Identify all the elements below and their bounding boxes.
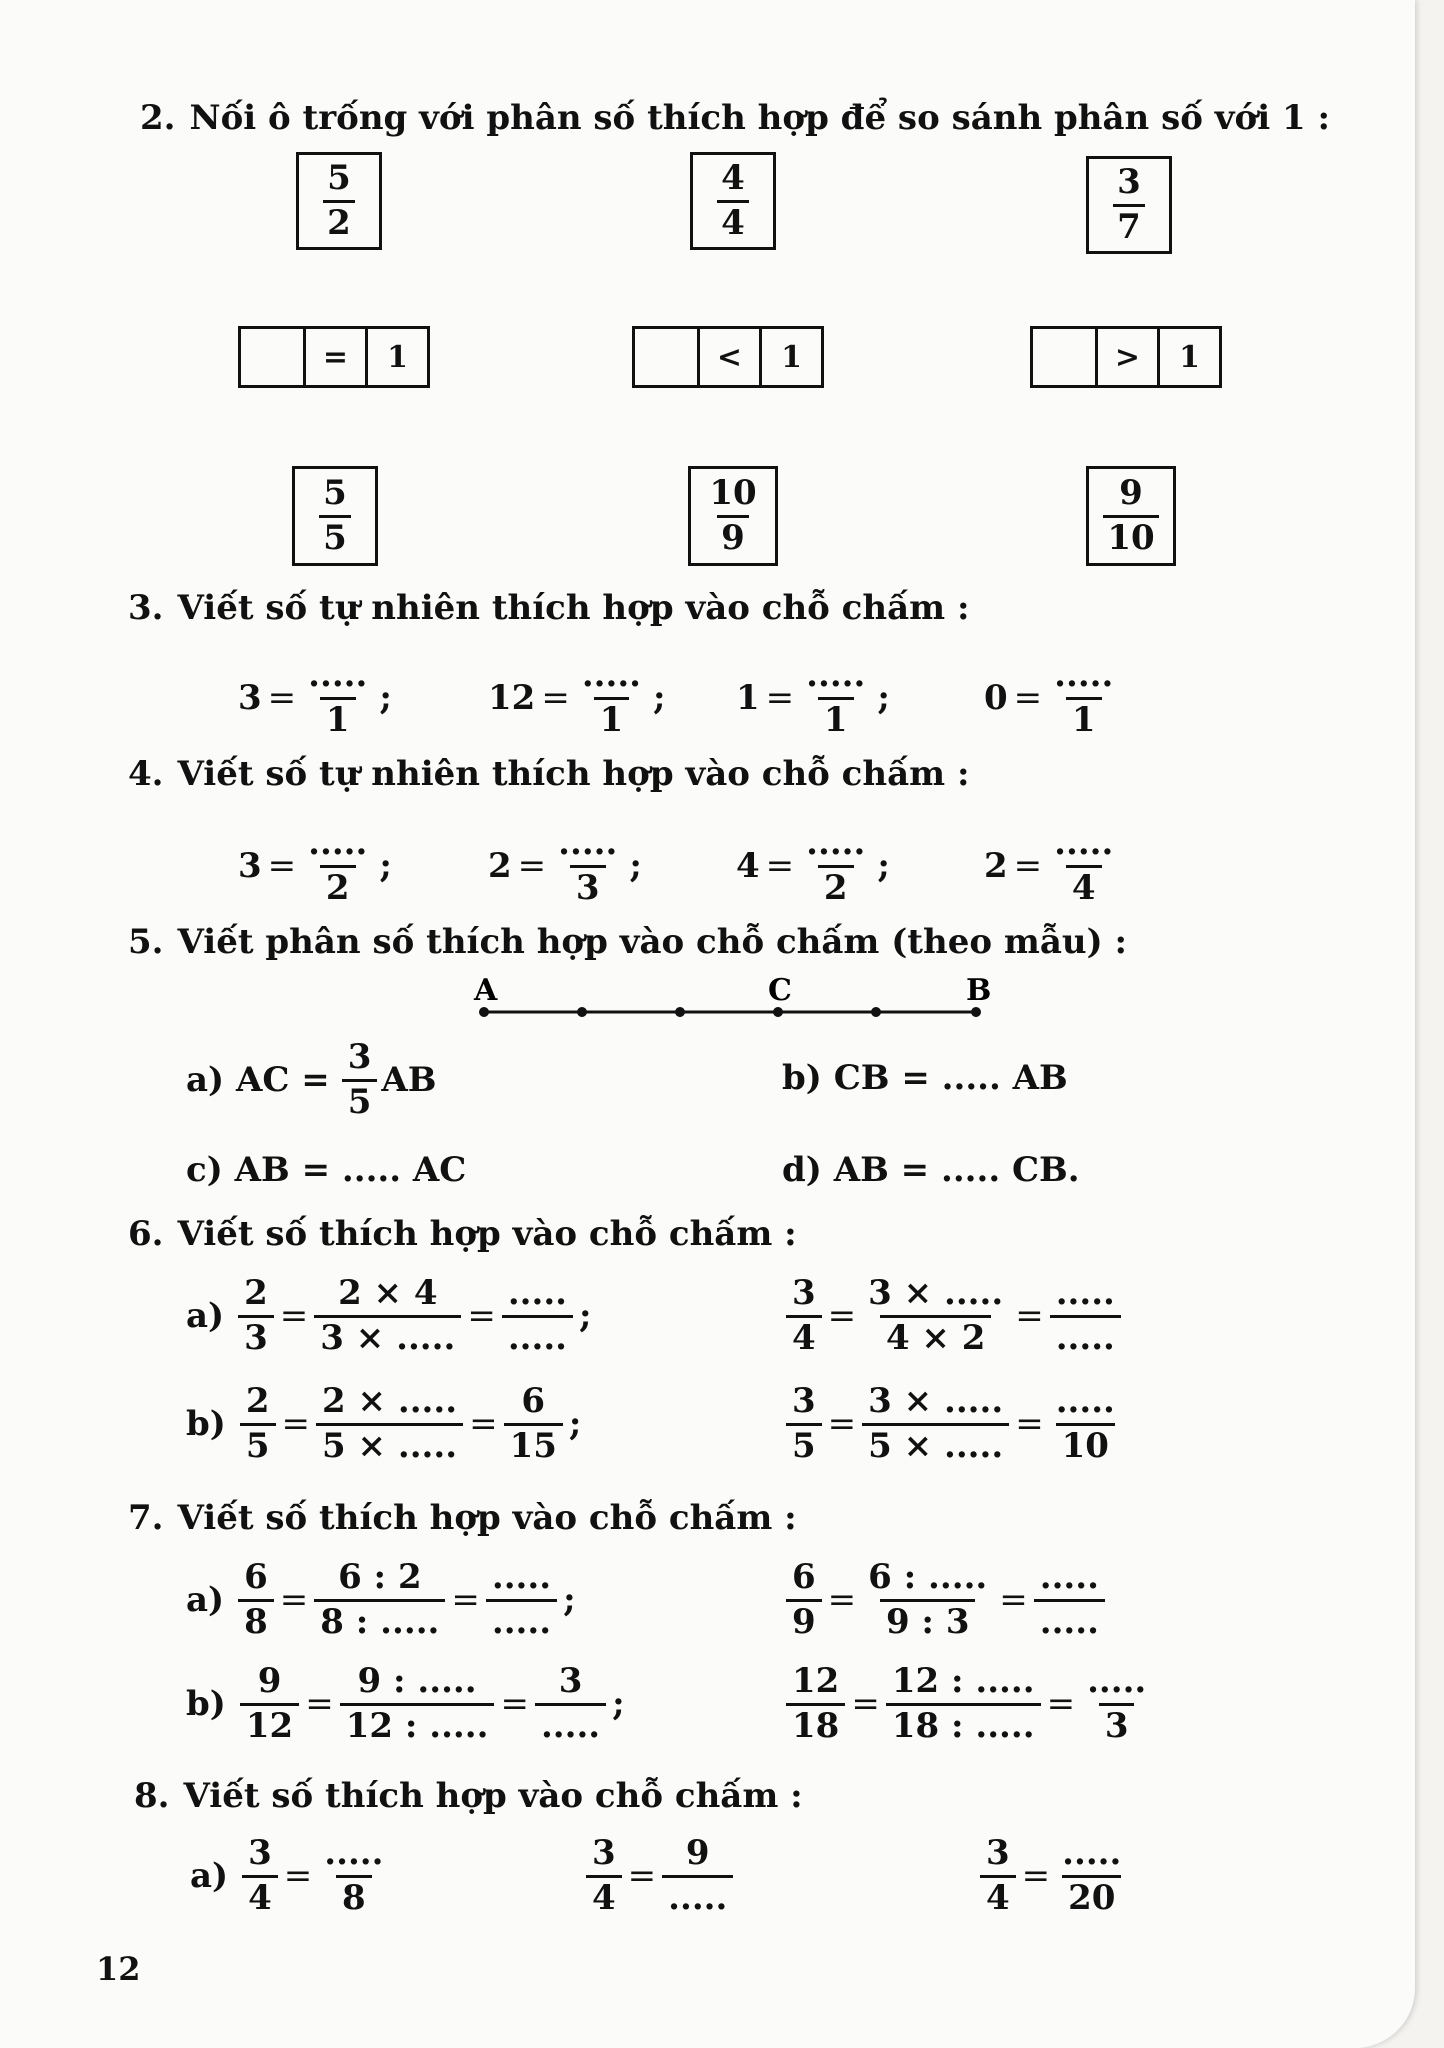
fraction-box-10-9[interactable] bbox=[688, 466, 778, 566]
numerator: 6 bbox=[244, 1557, 268, 1597]
blank-numerator[interactable]: ..... bbox=[1055, 1381, 1115, 1421]
blank-denominator[interactable]: 8 : ..... bbox=[314, 1599, 445, 1641]
denominator: 8 bbox=[336, 1875, 372, 1917]
exercise-instruction: Viết phân số thích hợp vào chỗ chấm (theo mẫu) : bbox=[177, 922, 1128, 962]
blank-numerator[interactable]: ..... bbox=[581, 655, 642, 695]
equals: = bbox=[267, 846, 297, 887]
denominator: 15 bbox=[504, 1423, 563, 1465]
blank-denominator[interactable]: 5 × ..... bbox=[862, 1423, 1009, 1465]
segment-ab: AB bbox=[381, 1060, 437, 1101]
ex6-a1 bbox=[186, 1273, 598, 1358]
ex4-item-4 bbox=[984, 823, 1119, 908]
exercise-4-heading bbox=[128, 754, 970, 794]
denominator: 9 : 3 bbox=[880, 1599, 976, 1641]
ex6-b2 bbox=[786, 1381, 1121, 1466]
equals: = bbox=[451, 1580, 480, 1621]
denominator: 9 bbox=[717, 515, 749, 557]
lhs: 2 bbox=[488, 846, 512, 887]
item-label: a) AC = bbox=[186, 1060, 330, 1101]
one-value: 1 bbox=[1157, 329, 1219, 385]
denominator: 8 bbox=[238, 1599, 274, 1641]
separator: ; bbox=[653, 678, 666, 719]
blank-denominator[interactable]: ..... bbox=[662, 1875, 733, 1917]
denominator: 4 bbox=[717, 200, 749, 242]
blank-denominator[interactable]: ..... bbox=[1050, 1315, 1121, 1357]
numerator: 3 bbox=[986, 1833, 1010, 1873]
denominator: 18 bbox=[786, 1703, 845, 1745]
denominator: 5 bbox=[319, 515, 351, 557]
operator: < bbox=[697, 329, 759, 385]
lhs: 3 bbox=[238, 678, 262, 719]
label-a: A bbox=[474, 976, 498, 1008]
numerator: 3 bbox=[248, 1833, 272, 1873]
equals: = bbox=[1013, 678, 1043, 719]
segment-ab-diagram bbox=[460, 976, 1000, 1036]
separator: ; bbox=[877, 846, 890, 887]
item-label: a) bbox=[186, 1580, 225, 1621]
blank-numerator[interactable]: ..... bbox=[491, 1557, 552, 1597]
denominator: 2 bbox=[323, 200, 355, 242]
numerator: 2 bbox=[245, 1381, 270, 1421]
ex4-item-2 bbox=[488, 823, 648, 908]
denominator: 1 bbox=[594, 697, 630, 739]
fraction-box-3-7[interactable] bbox=[1086, 156, 1172, 254]
numerator: 5 bbox=[323, 472, 347, 513]
denominator: 3 bbox=[1099, 1703, 1135, 1745]
equals: = bbox=[305, 1684, 334, 1725]
tick-point bbox=[675, 1007, 685, 1017]
numerator: 3 bbox=[792, 1273, 816, 1313]
ex7-a2 bbox=[786, 1557, 1105, 1642]
equals: = bbox=[1021, 1856, 1051, 1897]
blank-numerator[interactable]: ..... bbox=[806, 655, 866, 695]
equals: = bbox=[1013, 846, 1043, 887]
exercise-number: 7. bbox=[128, 1498, 164, 1538]
separator: ; bbox=[877, 678, 890, 719]
denominator: 1 bbox=[818, 697, 854, 739]
blank-numerator[interactable]: ..... bbox=[308, 823, 368, 863]
ex8-item-2 bbox=[586, 1833, 733, 1918]
exercise-2-heading bbox=[140, 98, 1330, 138]
numerator: 4 bbox=[721, 157, 745, 198]
ex5-item-a bbox=[186, 1037, 437, 1122]
denominator: 4 bbox=[586, 1875, 622, 1917]
item-text[interactable]: c) AB = ..... AC bbox=[186, 1150, 467, 1190]
ex5-item-d bbox=[782, 1150, 1080, 1190]
denominator: 3 bbox=[238, 1315, 274, 1357]
exercise-number: 3. bbox=[128, 588, 164, 628]
equals: = bbox=[765, 678, 795, 719]
exercise-instruction: Viết số thích hợp vào chỗ chấm : bbox=[177, 1498, 797, 1538]
blank-denominator[interactable]: ..... bbox=[486, 1599, 557, 1641]
blank-numerator[interactable]: ..... bbox=[1087, 1661, 1147, 1701]
numerator: 2 bbox=[244, 1273, 268, 1313]
equals: = bbox=[827, 1404, 857, 1445]
equals: = bbox=[500, 1684, 529, 1725]
blank-numerator[interactable]: ..... bbox=[507, 1273, 567, 1313]
denominator: 2 bbox=[818, 865, 854, 907]
numerator: 10 bbox=[709, 472, 757, 513]
point-c bbox=[773, 1007, 783, 1017]
blank-numerator[interactable]: ..... bbox=[1039, 1557, 1099, 1597]
equals: = bbox=[1015, 1296, 1044, 1337]
exercise-number: 6. bbox=[128, 1214, 164, 1254]
denominator: 3 bbox=[570, 865, 606, 907]
fraction-box-9-10[interactable] bbox=[1086, 466, 1176, 566]
equals: = bbox=[467, 1296, 496, 1337]
point-b bbox=[971, 1007, 981, 1017]
blank-numerator[interactable]: 9 : ..... bbox=[357, 1661, 477, 1701]
denominator: 5 bbox=[342, 1079, 378, 1121]
denominator: 4 bbox=[1066, 865, 1102, 907]
compare-greater-row bbox=[1030, 326, 1222, 388]
ex4-item-1 bbox=[238, 823, 398, 908]
exercise-instruction: Viết số tự nhiên thích hợp vào chỗ chấm : bbox=[177, 588, 970, 628]
blank-numerator[interactable]: ..... bbox=[1055, 1273, 1115, 1313]
ex4-item-3 bbox=[736, 823, 896, 908]
equals: = bbox=[851, 1684, 880, 1725]
ex7-b2 bbox=[786, 1661, 1152, 1746]
label-c: C bbox=[768, 976, 792, 1008]
equals: = bbox=[469, 1404, 498, 1445]
blank-numerator[interactable]: ..... bbox=[558, 823, 618, 863]
exercise-instruction: Viết số thích hợp vào chỗ chấm : bbox=[177, 1214, 797, 1254]
equals: = bbox=[827, 1580, 857, 1621]
blank-denominator[interactable]: ..... bbox=[535, 1703, 606, 1745]
lhs: 12 bbox=[488, 678, 536, 719]
denominator: 1 bbox=[1066, 697, 1102, 739]
label-b: B bbox=[966, 976, 992, 1008]
numerator: 5 bbox=[327, 157, 351, 198]
numerator: 6 bbox=[521, 1381, 546, 1421]
exercise-3-heading bbox=[128, 588, 970, 628]
numerator: 6 bbox=[792, 1557, 816, 1597]
denominator: 4 × 2 bbox=[880, 1315, 991, 1357]
equals: = bbox=[999, 1580, 1028, 1621]
blank-denominator[interactable]: ..... bbox=[1034, 1599, 1105, 1641]
blank-denominator[interactable]: ..... bbox=[502, 1315, 573, 1357]
equals: = bbox=[279, 1580, 309, 1621]
equals: = bbox=[1015, 1404, 1044, 1445]
exercise-7-heading bbox=[128, 1498, 797, 1538]
equals: = bbox=[827, 1296, 857, 1337]
lhs: 4 bbox=[736, 846, 760, 887]
operator: > bbox=[1095, 329, 1157, 385]
denominator: 5 bbox=[786, 1423, 822, 1465]
numerator: 3 bbox=[1117, 161, 1141, 202]
separator: ; bbox=[379, 678, 392, 719]
item-label: a) bbox=[186, 1296, 225, 1337]
ex5-item-c bbox=[186, 1150, 466, 1190]
separator: ; bbox=[563, 1580, 576, 1621]
separator: ; bbox=[629, 846, 642, 887]
item-text[interactable]: b) CB = ..... AB bbox=[782, 1058, 1068, 1098]
lhs: 3 bbox=[238, 846, 262, 887]
numerator: 9 bbox=[257, 1661, 282, 1701]
tick-point bbox=[871, 1007, 881, 1017]
equals: = bbox=[1046, 1684, 1076, 1725]
blank-denominator[interactable]: 3 × ..... bbox=[314, 1315, 461, 1357]
denominator: 4 bbox=[242, 1875, 278, 1917]
compare-equal-row bbox=[238, 326, 430, 388]
equals: = bbox=[517, 846, 547, 887]
denominator: 10 bbox=[1103, 515, 1158, 557]
separator: ; bbox=[568, 1404, 582, 1445]
blank-numerator[interactable]: ..... bbox=[806, 823, 866, 863]
equals: = bbox=[283, 1856, 313, 1897]
blank-numerator[interactable]: ..... bbox=[308, 655, 368, 695]
denominator: 10 bbox=[1056, 1423, 1115, 1465]
exercise-instruction: Viết số tự nhiên thích hợp vào chỗ chấm : bbox=[177, 754, 970, 794]
exercise-number: 5. bbox=[128, 922, 164, 962]
operator: = bbox=[303, 329, 365, 385]
equals: = bbox=[765, 846, 795, 887]
denominator: 5 bbox=[240, 1423, 276, 1465]
numerator: 9 bbox=[1119, 472, 1143, 513]
point-a bbox=[479, 1007, 489, 1017]
ex8-item-1 bbox=[190, 1833, 389, 1918]
blank-numerator[interactable]: 2 × ..... bbox=[322, 1381, 458, 1421]
numerator: 2 × 4 bbox=[338, 1273, 438, 1313]
exercise-instruction: Nối ô trống với phân số thích hợp để so sánh phân số với 1 : bbox=[189, 98, 1330, 138]
one-value: 1 bbox=[759, 329, 821, 385]
ex7-b1 bbox=[186, 1661, 631, 1746]
blank-denominator[interactable]: 5 × ..... bbox=[316, 1423, 463, 1465]
blank-denominator[interactable]: 18 : ..... bbox=[886, 1703, 1041, 1745]
numerator: 3 bbox=[792, 1381, 816, 1421]
separator: ; bbox=[579, 1296, 592, 1337]
ex3-item-2 bbox=[488, 655, 672, 740]
item-label: b) bbox=[186, 1684, 226, 1725]
compare-less-row bbox=[632, 326, 824, 388]
ex7-a1 bbox=[186, 1557, 582, 1642]
blank-numerator[interactable]: 3 × ..... bbox=[868, 1273, 1004, 1313]
page-number: 12 bbox=[96, 1950, 141, 1988]
numerator: 3 bbox=[592, 1833, 616, 1873]
exercise-6-heading bbox=[128, 1214, 797, 1254]
one-value: 1 bbox=[365, 329, 427, 385]
blank-numerator[interactable]: 6 : ..... bbox=[868, 1557, 988, 1597]
fraction-box-5-2[interactable] bbox=[296, 152, 382, 250]
ex8-item-3 bbox=[980, 1833, 1127, 1918]
exercise-number: 8. bbox=[134, 1776, 170, 1816]
lhs: 0 bbox=[984, 678, 1008, 719]
exercise-8-heading bbox=[134, 1776, 803, 1816]
equals: = bbox=[281, 1404, 311, 1445]
numerator: 6 : 2 bbox=[338, 1557, 422, 1597]
denominator: 20 bbox=[1062, 1875, 1121, 1917]
numerator: 9 bbox=[685, 1833, 710, 1873]
equals: = bbox=[279, 1296, 309, 1337]
item-label: b) bbox=[186, 1404, 226, 1445]
empty-answer-box[interactable] bbox=[241, 329, 303, 385]
numerator: 12 bbox=[792, 1661, 840, 1701]
numerator: 3 bbox=[558, 1661, 583, 1701]
denominator: 4 bbox=[786, 1315, 822, 1357]
exercise-number: 4. bbox=[128, 754, 164, 794]
blank-numerator[interactable]: ..... bbox=[1054, 655, 1114, 695]
numerator: 3 bbox=[347, 1037, 372, 1077]
empty-answer-box[interactable] bbox=[1033, 329, 1095, 385]
blank-numerator[interactable]: ..... bbox=[1054, 823, 1114, 863]
blank-numerator[interactable]: ..... bbox=[324, 1833, 384, 1873]
ex3-item-4 bbox=[984, 655, 1119, 740]
ex6-b1 bbox=[186, 1381, 587, 1466]
denominator: 9 bbox=[786, 1599, 822, 1641]
lhs: 2 bbox=[984, 846, 1008, 887]
equals: = bbox=[541, 678, 570, 719]
item-label: a) bbox=[190, 1856, 229, 1897]
ex3-item-1 bbox=[238, 655, 398, 740]
lhs: 1 bbox=[736, 678, 760, 719]
denominator: 4 bbox=[980, 1875, 1016, 1917]
blank-denominator[interactable]: 12 : ..... bbox=[340, 1703, 495, 1745]
blank-numerator[interactable]: 12 : ..... bbox=[891, 1661, 1035, 1701]
blank-numerator[interactable]: 3 × ..... bbox=[868, 1381, 1004, 1421]
ex5-item-b bbox=[782, 1058, 1068, 1098]
ex6-a2 bbox=[786, 1273, 1121, 1358]
denominator: 1 bbox=[320, 697, 356, 739]
exercise-5-heading bbox=[128, 922, 1127, 962]
separator: ; bbox=[379, 846, 392, 887]
empty-answer-box[interactable] bbox=[635, 329, 697, 385]
exercise-number: 2. bbox=[140, 98, 176, 138]
blank-numerator[interactable]: ..... bbox=[1062, 1833, 1122, 1873]
exercise-instruction: Viết số thích hợp vào chỗ chấm : bbox=[183, 1776, 803, 1816]
fraction-box-4-4[interactable] bbox=[690, 152, 776, 250]
equals: = bbox=[627, 1856, 657, 1897]
tick-point bbox=[577, 1007, 587, 1017]
denominator: 12 bbox=[240, 1703, 299, 1745]
separator: ; bbox=[612, 1684, 625, 1725]
denominator: 2 bbox=[320, 865, 356, 907]
denominator: 7 bbox=[1113, 204, 1145, 246]
item-text[interactable]: d) AB = ..... CB. bbox=[782, 1150, 1080, 1190]
fraction-box-5-5[interactable] bbox=[292, 466, 378, 566]
ex3-item-3 bbox=[736, 655, 896, 740]
equals: = bbox=[267, 678, 297, 719]
